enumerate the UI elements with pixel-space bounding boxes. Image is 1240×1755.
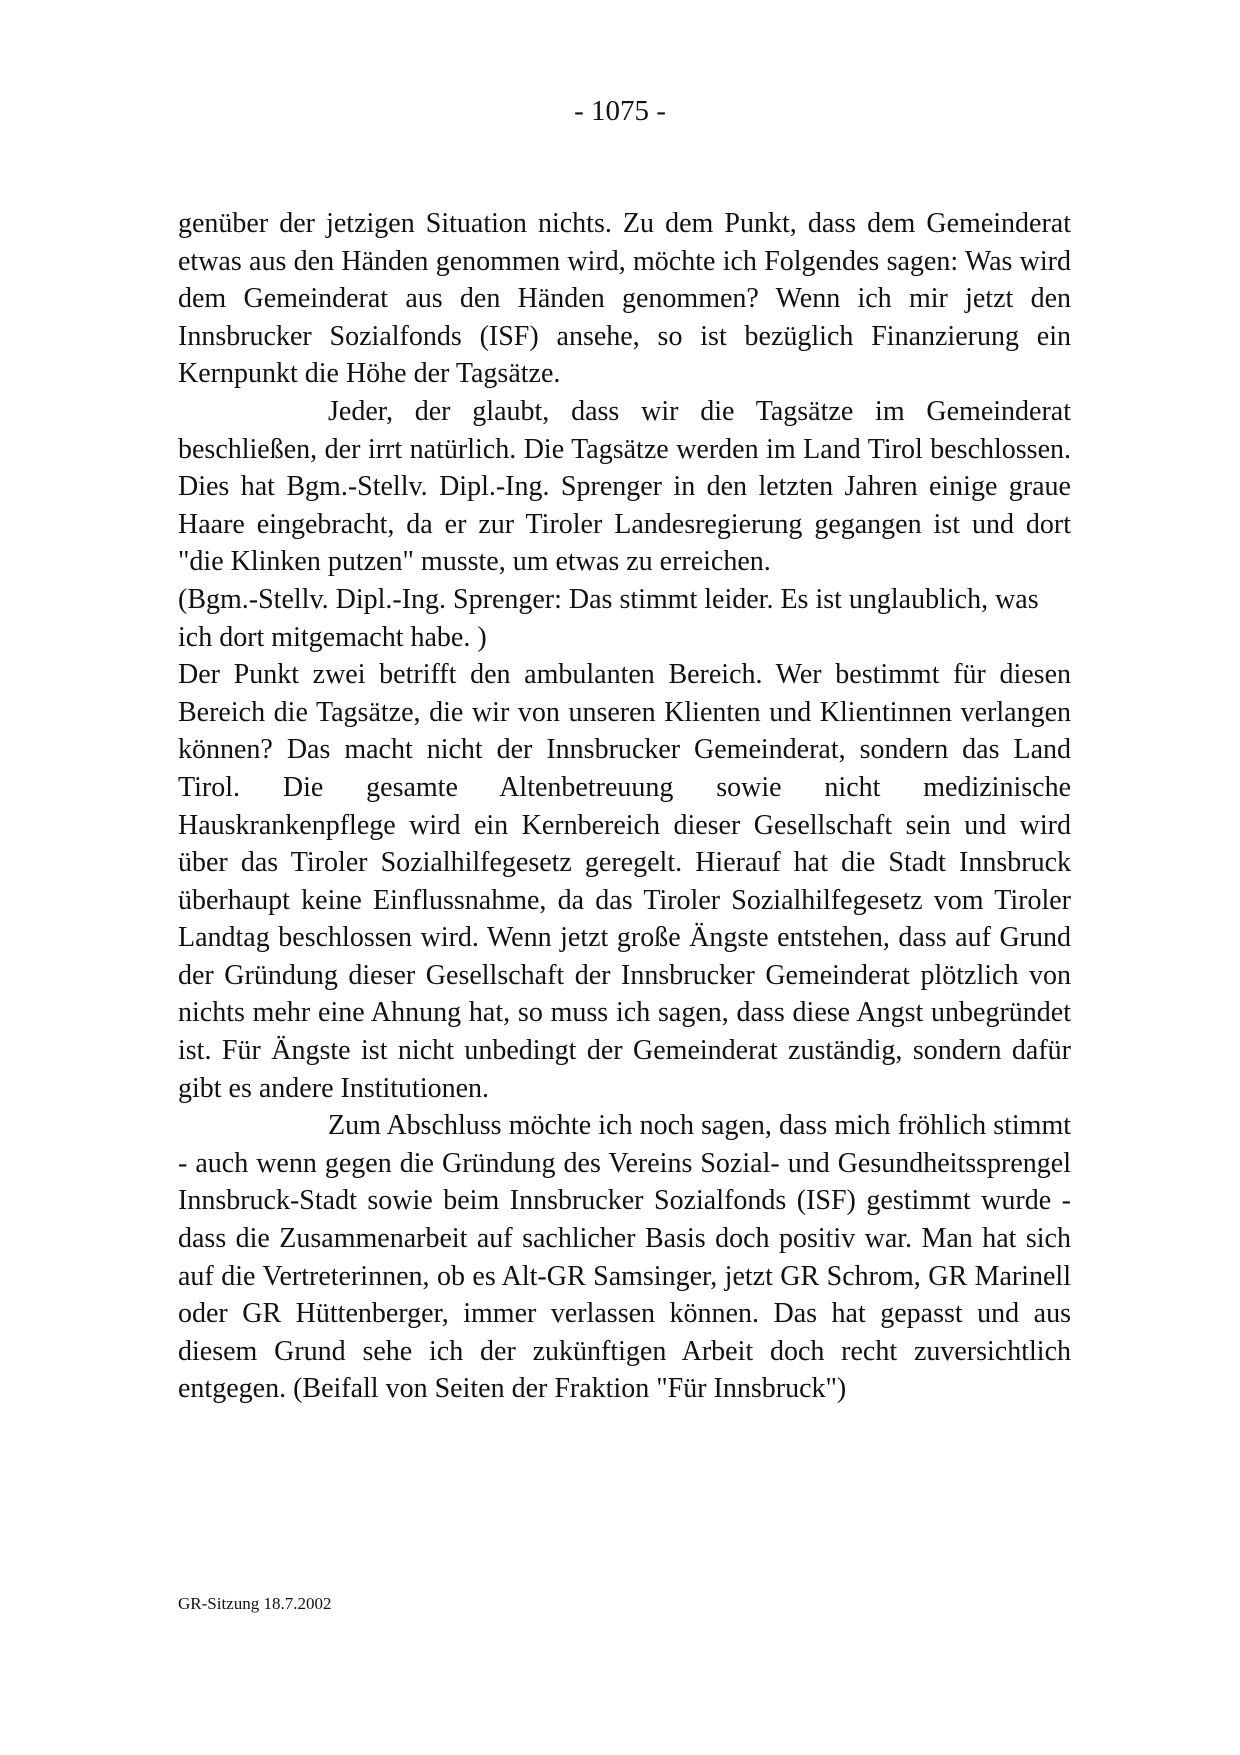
document-body (178, 205, 1071, 1408)
paragraph-2: Jeder, der glaubt, dass wir die Tagsätze im Gemeinderat beschließen, der irrt natürlich. Die Tagsätze werden im Land Tirol beschlossen. Dies hat Bgm.-Stellv. Dipl.-Ing. Sprenger in den letzten Jahren einige graue Haare eingebracht, da er zur Tiroler Landesregierung gegangen ist und dort "die Klinken putzen" musste, um etwas zu erreichen. (178, 395, 1071, 578)
footer-session-date: GR-Sitzung 18.7.2002 (178, 1594, 332, 1613)
paragraph-1: genüber der jetzigen Situation nichts. Zu dem Punkt, dass dem Gemeinderat etwas aus den Händen genommen wird, möchte ich Folgendes sagen: Was wird dem Gemeinderat aus den Händen genommen? Wenn ich mir jetzt den Innsbrucker Sozialfonds (ISF) ansehe, so ist bezüglich Finanzierung ein Kernpunkt die Höhe der Tagsätze. (178, 208, 1071, 390)
paragraph-3: Der Punkt zwei betrifft den ambulanten Bereich. Wer bestimmt für diesen Bereich die Tagsätze, die wir von unseren Klienten und Klientinnen verlangen können? Das macht nicht der Innsbrucker Gemeinderat, sondern das Land Tirol. Die gesamte Altenbetreuung sowie nicht medizinische Hauskrankenpflege wird ein Kernbereich dieser Gesellschaft sein und wird über das Tiroler Sozialhilfegesetz geregelt. Hierauf hat die Stadt Innsbruck überhaupt keine Einflussnahme, da das Tiroler Sozialhilfegesetz vom Tiroler Landtag beschlossen wird. Wenn jetzt große Ängste entstehen, dass auf Grund der Gründung dieser Gesellschaft der Innsbrucker Gemeinderat plötzlich von nichts mehr eine Ahnung hat, so muss ich sagen, dass diese Angst unbegründet ist. Für Ängste ist nicht unbedingt der Gemeinderat zuständig, sondern dafür gibt es andere Institutionen. (178, 659, 1071, 1104)
page-number: - 1075 - (574, 95, 666, 127)
interjection: (Bgm.-Stellv. Dipl.-Ing. Sprenger: Das stimmt leider. Es ist unglaublich, was ich dort mitgemacht habe. ) (178, 583, 1039, 653)
paragraph-4: Zum Abschluss möchte ich noch sagen, dass mich fröhlich stimmt - auch wenn gegen die Gründung des Vereins Sozial- und Gesundheitssprengel Innsbruck-Stadt sowie beim Innsbrucker Sozialfonds (ISF) gestimmt wurde - dass die Zusammenarbeit auf sachlicher Basis doch positiv war. Man hat sich auf die Vertreterinnen, ob es Alt-GR Samsinger, jetzt GR Schrom, GR Marinell oder GR Hüttenberger, immer verlassen können. Das hat gepasst und aus diesem Grund sehe ich der zukünftigen Arbeit doch recht zuversichtlich entgegen. (Beifall von Seiten der Fraktion "Für Innsbruck") (178, 1110, 1071, 1405)
